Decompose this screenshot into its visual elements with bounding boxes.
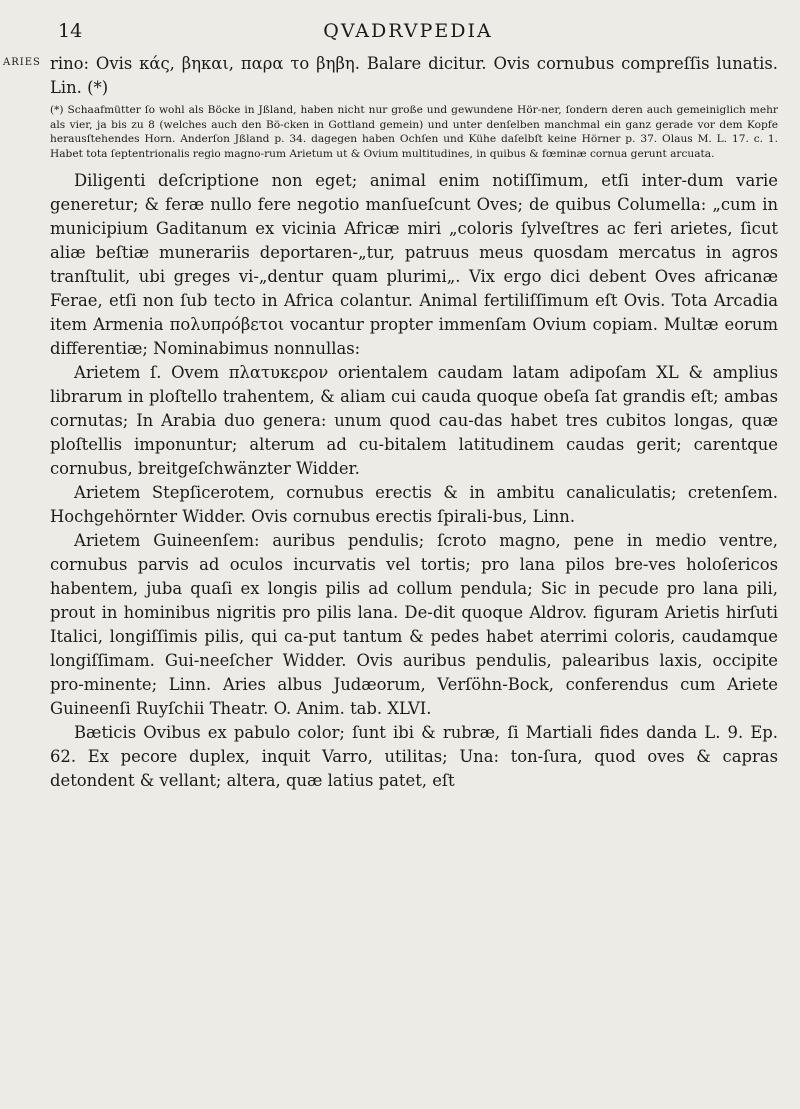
body-text (50, 52, 778, 793)
page-number: 14 (58, 20, 83, 42)
paragraph-guinea-ram: Arietem Guineenſem: auribus pendulis; ſcroto magno, pene in medio ventre, cornubus parvis ad oculos incurvatis vel tortis; pro lana pilos bre-ves holoſericos habentem, juba quaſi ex longis pilis ad collum pendula; Sic in pecude pro lana pili, prout in hominibus nigritis pro pilis lana. De-dit quoque Aldrov. figuram Arietis hirſuti Italici, longiſſimis pilis, qui ca-put tantum & pedes habet aterrimi coloris, caudamque longiſſimam. Gui-neeſcher Widder. Ovis auribus pendulis, palearibus laxis, occipite pro-minente; Linn. Aries albus Judæorum, Verſöhn-Bock, conferendus cum Ariete Guineenſi Ruyſchii Theatr. O. Anim. tab. XLVI. (50, 531, 778, 718)
paragraph-description: Diligenti deſcriptione non eget; animal enim notiſſimum, etſi inter-dum varie generetur; & feræ nullo fere negotio manſueſcunt Oves; de quibus Columella: „cum in municipium Gaditanum ex vicinia Africæ miri „coloris ſylveſtres ac feri arietes, ſicut aliæ beſtiæ munerariis deportaren-„tur, patruus meus quosdam mercatus in agros tranſtulit, ubi greges vi-„dentur quam plurimi„. Vix ergo dici debent Oves africanæ Ferae, etſi non ſub tecto in Africa colantur. Animal fertiliſſimum eſt Ovis. Tota Arcadia item Armenia πολυπρόβετοι vocantur propter immenſam Ovium copiam. Multæ eorum differentiæ; Nominabimus nonnullas: (50, 171, 778, 358)
paragraph-baetica: Bæticis Ovibus ex pabulo color; ſunt ibi & rubræ, ſi Martiali fides danda L. 9. Ep. 62. Ex pecore duplex, inquit Varro, utilitas; Una: ton-ſura, quod oves & capras detondent & vellant; altera, quæ latius patet, eſt (50, 723, 778, 790)
paragraph-strepsiceros: Arietem Stepſicerotem, cornubus erectis & in ambitu canaliculatis; cretenſem. Hochgehörnter Widder. Ovis cornubus erectis ſpirali-bus, Linn. (50, 483, 778, 526)
paragraph-broad-tailed: Arietem ſ. Ovem πλατυκερον orientalem caudam latam adipoſam XL & amplius librarum in ploſtello trahentem, & aliam cui cauda quoque obeſa ſat grandis eſt; ambas cornutas; In Arabia duo genera: unum quod cau-das habet tres cubitos longas, quæ ploſtellis imponuntur; alterum ad cu-bitalem latitudinem caudas gerit; carentque cornubus, breitgeſchwänzter Widder. (50, 363, 778, 478)
running-title: QVADRVPEDIA (323, 20, 493, 42)
paragraph-aries-etymology: rino: Ovis κάς, βηκαι, παρα το βηβη. Balare dicitur. Ovis cornubus compreſſis lunatis. Lin. (*) (50, 54, 778, 97)
footnote: (*) Schaafmütter ſo wohl als Böcke in Jßland, haben nicht nur große und gewundene Hör-ner, ſondern deren auch gemeiniglich mehr als vier, ja bis zu 8 (welches auch den Bö-cken in Gottland gemein) und unter denſelben manchmal ein ganz gerade vor dem Kopfe herausſtehendes Horn. Anderſon Jßland p. 34. dagegen haben Ochſen und Kühe daſelbſt keine Hörner p. 37. Olaus M. L. 17. c. 1. Habet tota ſeptentrionalis regio magno-rum Arietum ut & Ovium multitudines, in quibus & fœminæ cornua gerunt arcuata. (50, 104, 778, 160)
margin-keyword: ARIES (3, 57, 41, 68)
page-header (58, 20, 758, 44)
